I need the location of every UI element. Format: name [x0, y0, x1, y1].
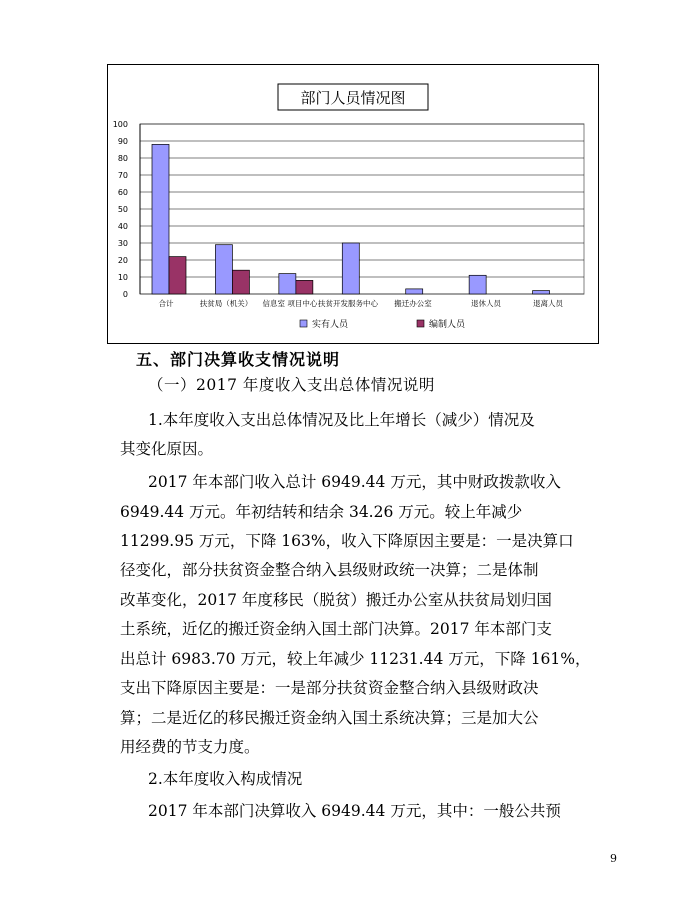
p1-line: 用经费的节支力度。: [120, 738, 260, 756]
x-tick-label: 退离人员: [533, 299, 563, 308]
page-number: 9: [610, 852, 617, 865]
p1-line: 11299.95 万元，下降 163%，收入下降原因主要是：一是决算口: [120, 532, 574, 550]
legend-swatch-authorized: [417, 320, 424, 327]
bar-authorized: [296, 280, 313, 294]
staff-chart: [107, 64, 599, 344]
y-tick-label: 100: [112, 120, 128, 129]
legend-label-authorized: 编制人员: [429, 320, 466, 330]
bar-actual: [469, 275, 486, 294]
chart-title: 部门人员情况图: [300, 89, 406, 107]
p1-line: 径变化，部分扶贫资金整合纳入县级财政统一决算；二是体制: [120, 561, 539, 579]
staff-bar-chart: [108, 65, 600, 345]
x-tick-label: 退休人员: [471, 299, 501, 308]
item1-title: 1.本年度收入支出总体情况及比上年增长（减少）情况及: [148, 411, 535, 429]
bar-authorized: [232, 270, 249, 294]
p1-line: 改革变化，2017 年度移民（脱贫）搬迁办公室从扶贫局划归国: [120, 591, 552, 609]
y-tick-label: 90: [117, 137, 128, 146]
x-tick-label: 信息室 项目中心: [262, 299, 318, 308]
item1-title-cont: 其变化原因。: [120, 440, 214, 458]
legend-label-actual: 实有人员: [312, 320, 349, 330]
bar-actual: [406, 289, 423, 294]
subheading: （一）2017 年度收入支出总体情况说明: [148, 376, 435, 394]
x-tick-label: 合计: [158, 299, 174, 308]
p1-line: 土系统，近亿的搬迁资金纳入国土部门决算。2017 年本部门支: [120, 620, 552, 638]
y-tick-label: 0: [122, 290, 128, 299]
y-tick-label: 60: [117, 188, 128, 197]
p1-line: 算；二是近亿的移民搬迁资金纳入国土系统决算；三是加大公: [120, 709, 539, 727]
p1-line: 6949.44 万元。年初结转和结余 34.26 万元。较上年减少: [120, 503, 523, 521]
p1-line: 支出下降原因主要是：一是部分扶贫资金整合纳入县级财政决: [120, 679, 539, 697]
y-tick-label: 40: [117, 222, 128, 231]
bar-actual: [342, 243, 359, 294]
y-tick-label: 30: [117, 239, 128, 248]
y-tick-label: 70: [117, 171, 128, 180]
p1-line: 2017 年本部门收入总计 6949.44 万元，其中财政拨款收入: [148, 473, 561, 491]
section-heading: 五、部门决算收支情况说明: [136, 350, 341, 369]
p1-line: 出总计 6983.70 万元，较上年减少 11231.44 万元，下降 161%，: [120, 650, 591, 668]
legend-swatch-actual: [300, 320, 307, 327]
p2-line: 2017 年本部门决算收入 6949.44 万元，其中：一般公共预: [148, 802, 561, 820]
bar-actual: [279, 274, 296, 294]
y-tick-label: 80: [117, 154, 128, 163]
y-tick-label: 10: [117, 273, 128, 282]
bar-authorized: [169, 257, 186, 294]
y-tick-label: 50: [117, 205, 128, 214]
y-tick-label: 20: [117, 256, 128, 265]
x-tick-label: 搬迁办公室: [394, 299, 432, 308]
item2-title: 2.本年度收入构成情况: [148, 770, 303, 788]
bar-actual: [215, 245, 232, 294]
bar-actual: [533, 291, 550, 294]
bar-actual: [152, 144, 169, 294]
x-tick-label: 扶贫局（机关）: [199, 299, 253, 308]
x-tick-label: 扶贫开发服务中心: [318, 299, 378, 308]
